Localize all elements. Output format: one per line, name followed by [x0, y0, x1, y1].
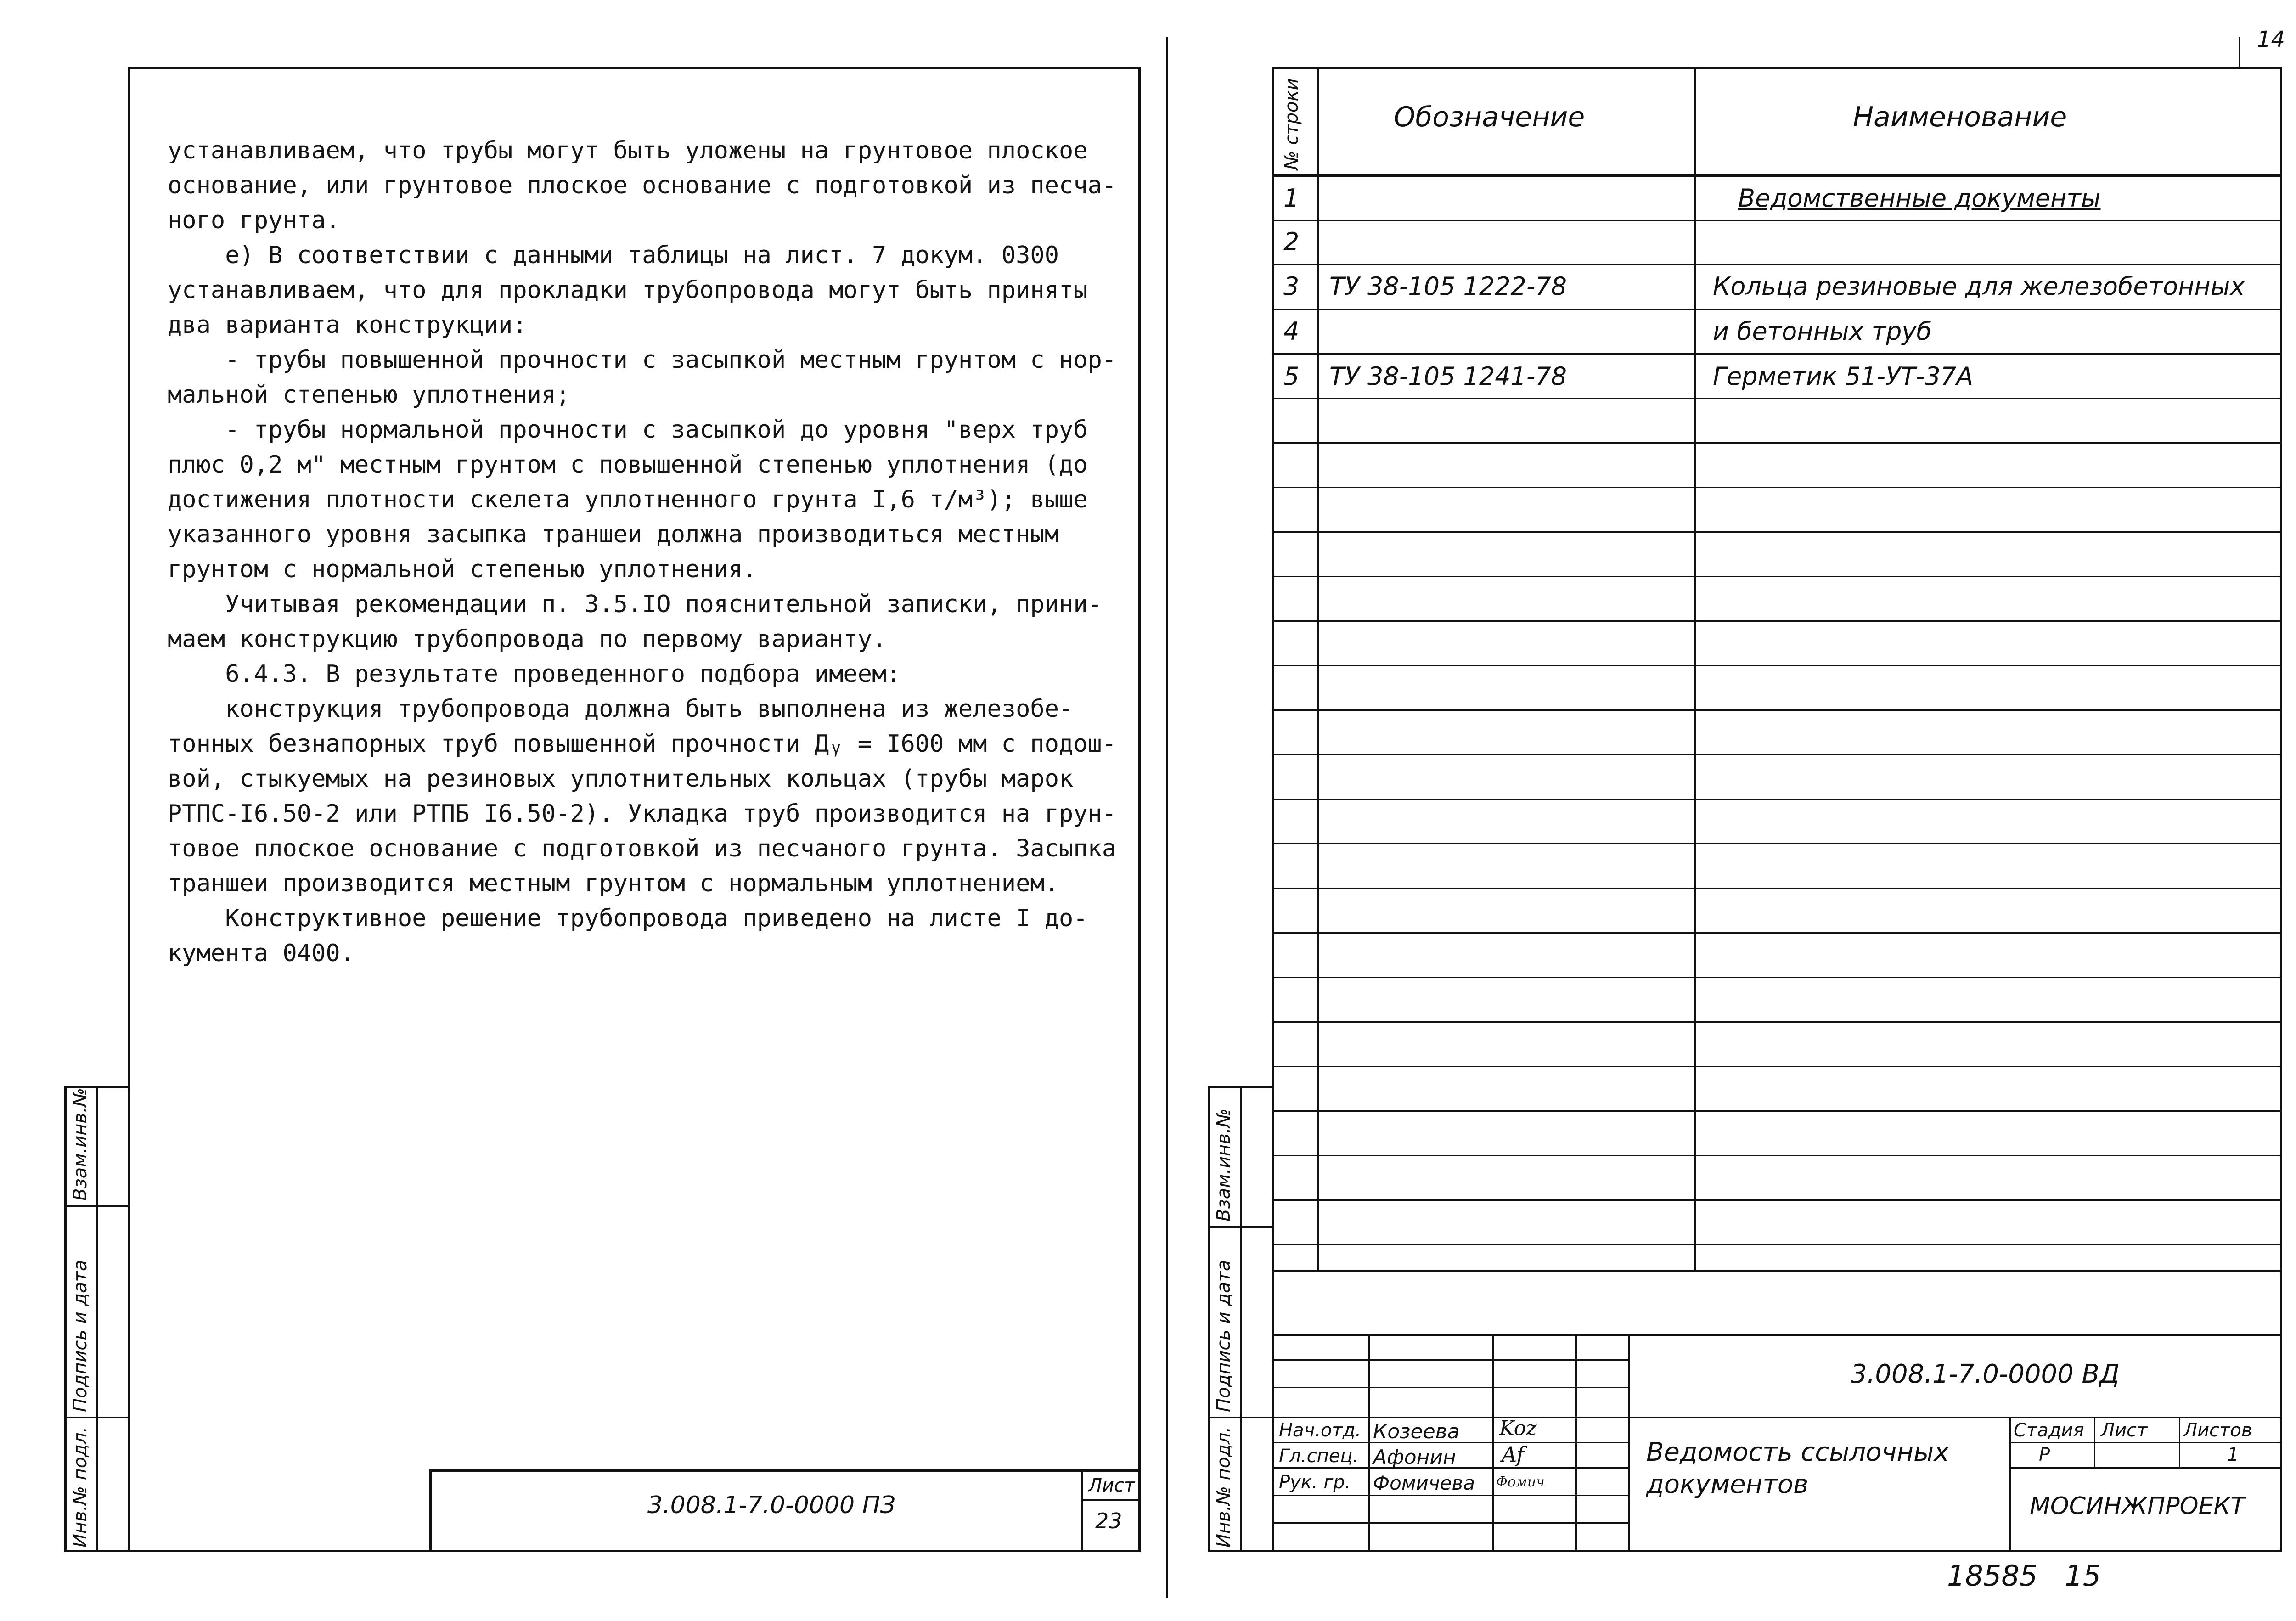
- table-row-line: [1272, 264, 2282, 265]
- table-row-line: [1272, 353, 2282, 355]
- text-line: мальной степенью уплотнения;: [168, 381, 570, 409]
- role-label: Гл.спец.: [1279, 1446, 1359, 1467]
- table-row-line: [1272, 843, 2282, 844]
- table-row-line: [1272, 977, 2282, 978]
- doc-title-line1: Ведомость ссылочных: [1646, 1437, 1949, 1467]
- text-line: Учитывая рекомендации п. 3.5.IO пояснительной записки, прини-: [168, 591, 1102, 618]
- sheet-label: Лист: [1088, 1475, 1135, 1496]
- text-line: тонных безнапорных труб повышенной прочности Дᵧ = I600 мм с подош-: [168, 730, 1117, 758]
- text-line: достижения плотности скелета уплотненного грунта I,6 т/м³); выше: [168, 486, 1088, 513]
- text-line: маем конструкцию трубопровода по первому варианту.: [168, 625, 887, 653]
- doc-title-line2: документов: [1646, 1469, 1809, 1499]
- row-name: Герметик 51-УТ-37А: [1713, 362, 1974, 391]
- table-row-line: [1272, 1066, 2282, 1067]
- text-line: - трубы повышенной прочности с засыпкой местным грунтом с нор-: [168, 346, 1117, 374]
- text-line: траншеи производится местным грунтом с нормальным уплотнением.: [168, 870, 1059, 897]
- row-number: 2: [1283, 227, 1300, 256]
- footer-numbers: 18585 15: [1947, 1559, 2101, 1593]
- text-line: 6.4.3. В результате проведенного подбора имеем:: [168, 660, 901, 688]
- page-number: 14: [2257, 27, 2285, 52]
- table-row-line: [1272, 220, 2282, 221]
- table-row-line: [1272, 932, 2282, 934]
- table-row-line: [1272, 1110, 2282, 1112]
- row-name: Кольца резиновые для железобетонных: [1713, 272, 2245, 301]
- row-number: 3: [1283, 272, 1300, 301]
- row-number: 1: [1283, 184, 1300, 213]
- stage-label: Стадия: [2014, 1420, 2084, 1441]
- text-line: плюс 0,2 м" местным грунтом с повышенной степенью уплотнения (до: [168, 451, 1088, 478]
- text-line: основание, или грунтовое плоское основание с подготовкой из песча-: [168, 172, 1117, 199]
- text-line: РТПС-I6.50-2 или РТПБ I6.50-2). Укладка труб производится на грун-: [168, 800, 1117, 827]
- signature-image: Koz: [1499, 1417, 1537, 1440]
- side-label-signature-date: Подпись и дата: [70, 1260, 91, 1412]
- text-line: ного грунта.: [168, 207, 340, 234]
- row-number: 5: [1283, 362, 1300, 391]
- page-divider: [1166, 37, 1168, 1598]
- text-line: устанавливаем, что для прокладки трубопровода могут быть приняты: [168, 276, 1088, 304]
- signature-image: Af: [1502, 1442, 1525, 1467]
- organization: МОСИНЖПРОЕКТ: [2030, 1492, 2245, 1520]
- table-row-line: [1272, 620, 2282, 622]
- person-name: Козеева: [1373, 1420, 1460, 1443]
- text-line: устанавливаем, что трубы могут быть уложены на грунтовое плоское: [168, 137, 1088, 164]
- table-row-line: [1272, 1155, 2282, 1156]
- text-line: два варианта конструкции:: [168, 311, 527, 339]
- text-line: грунтом с нормальной степенью уплотнения.: [168, 556, 757, 583]
- table-row-line: [1272, 888, 2282, 889]
- table-row-line: [1272, 665, 2282, 666]
- role-label: Рук. гр.: [1279, 1472, 1351, 1493]
- side-label-inv-podl: Инв.№ подл.: [70, 1426, 91, 1548]
- text-line: указанного уровня засыпка траншеи должна производиться местным: [168, 521, 1059, 548]
- text-line: кумента 0400.: [168, 940, 355, 967]
- signature-image: Фомич: [1496, 1474, 1545, 1490]
- text-line: товое плоское основание с подготовкой из песчаного грунта. Засыпка: [168, 835, 1117, 862]
- table-row-line: [1272, 309, 2282, 310]
- sheet-number: 23: [1095, 1508, 1122, 1533]
- row-designation: ТУ 38-105 1222-78: [1329, 272, 1567, 301]
- side-label-inv-podl: Инв.№ подл.: [1213, 1426, 1234, 1548]
- body-text: [168, 133, 1116, 971]
- side-label-vzam-inv: Взам.инв.№: [1213, 1108, 1234, 1221]
- table-row-line: [1272, 799, 2282, 800]
- stage-value: Р: [2039, 1444, 2050, 1465]
- header-name: Наименование: [1853, 101, 2067, 133]
- table-row-line: [1272, 531, 2282, 533]
- sheets-value: 1: [2227, 1444, 2239, 1465]
- header-designation: Обозначение: [1394, 101, 1585, 133]
- table-row-line: [1272, 487, 2282, 488]
- side-label-vzam-inv: Взам.инв.№: [70, 1087, 91, 1201]
- person-name: Афонин: [1373, 1446, 1456, 1469]
- row-designation: ТУ 38-105 1241-78: [1329, 362, 1567, 391]
- sheet-label: Лист: [2101, 1420, 2148, 1441]
- table-row-line: [1272, 709, 2282, 711]
- side-label-signature-date: Подпись и дата: [1213, 1260, 1234, 1412]
- text-line: вой, стыкуемых на резиновых уплотнительных кольцах (трубы марок: [168, 765, 1074, 793]
- doc-code: 3.008.1-7.0-0000 ПЗ: [647, 1492, 896, 1519]
- row-number: 4: [1283, 317, 1300, 346]
- text-line: конструкция трубопровода должна быть выполнена из железобе-: [168, 695, 1074, 723]
- doc-code: 3.008.1-7.0-0000 ВД: [1851, 1359, 2120, 1389]
- text-line: Конструктивное решение трубопровода приведено на листе I до-: [168, 905, 1088, 932]
- table-row-line: [1272, 1199, 2282, 1201]
- row-name: и бетонных труб: [1713, 317, 1932, 346]
- table-row-line: [1272, 754, 2282, 755]
- row-name: Ведомственные документы: [1738, 184, 2101, 213]
- table-row-line: [1272, 1244, 2282, 1245]
- table-row-line: [1272, 398, 2282, 399]
- table-row-line: [1272, 576, 2282, 577]
- sheets-label: Листов: [2183, 1420, 2252, 1441]
- text-line: е) В соответствии с данными таблицы на лист. 7 докум. 0300: [168, 242, 1059, 269]
- text-line: - трубы нормальной прочности с засыпкой до уровня "верх труб: [168, 416, 1088, 444]
- role-label: Нач.отд.: [1279, 1420, 1362, 1441]
- table-row-line: [1272, 1021, 2282, 1023]
- header-row-number: № строки: [1281, 78, 1302, 170]
- person-name: Фомичева: [1373, 1472, 1475, 1494]
- table-row-line: [1272, 442, 2282, 444]
